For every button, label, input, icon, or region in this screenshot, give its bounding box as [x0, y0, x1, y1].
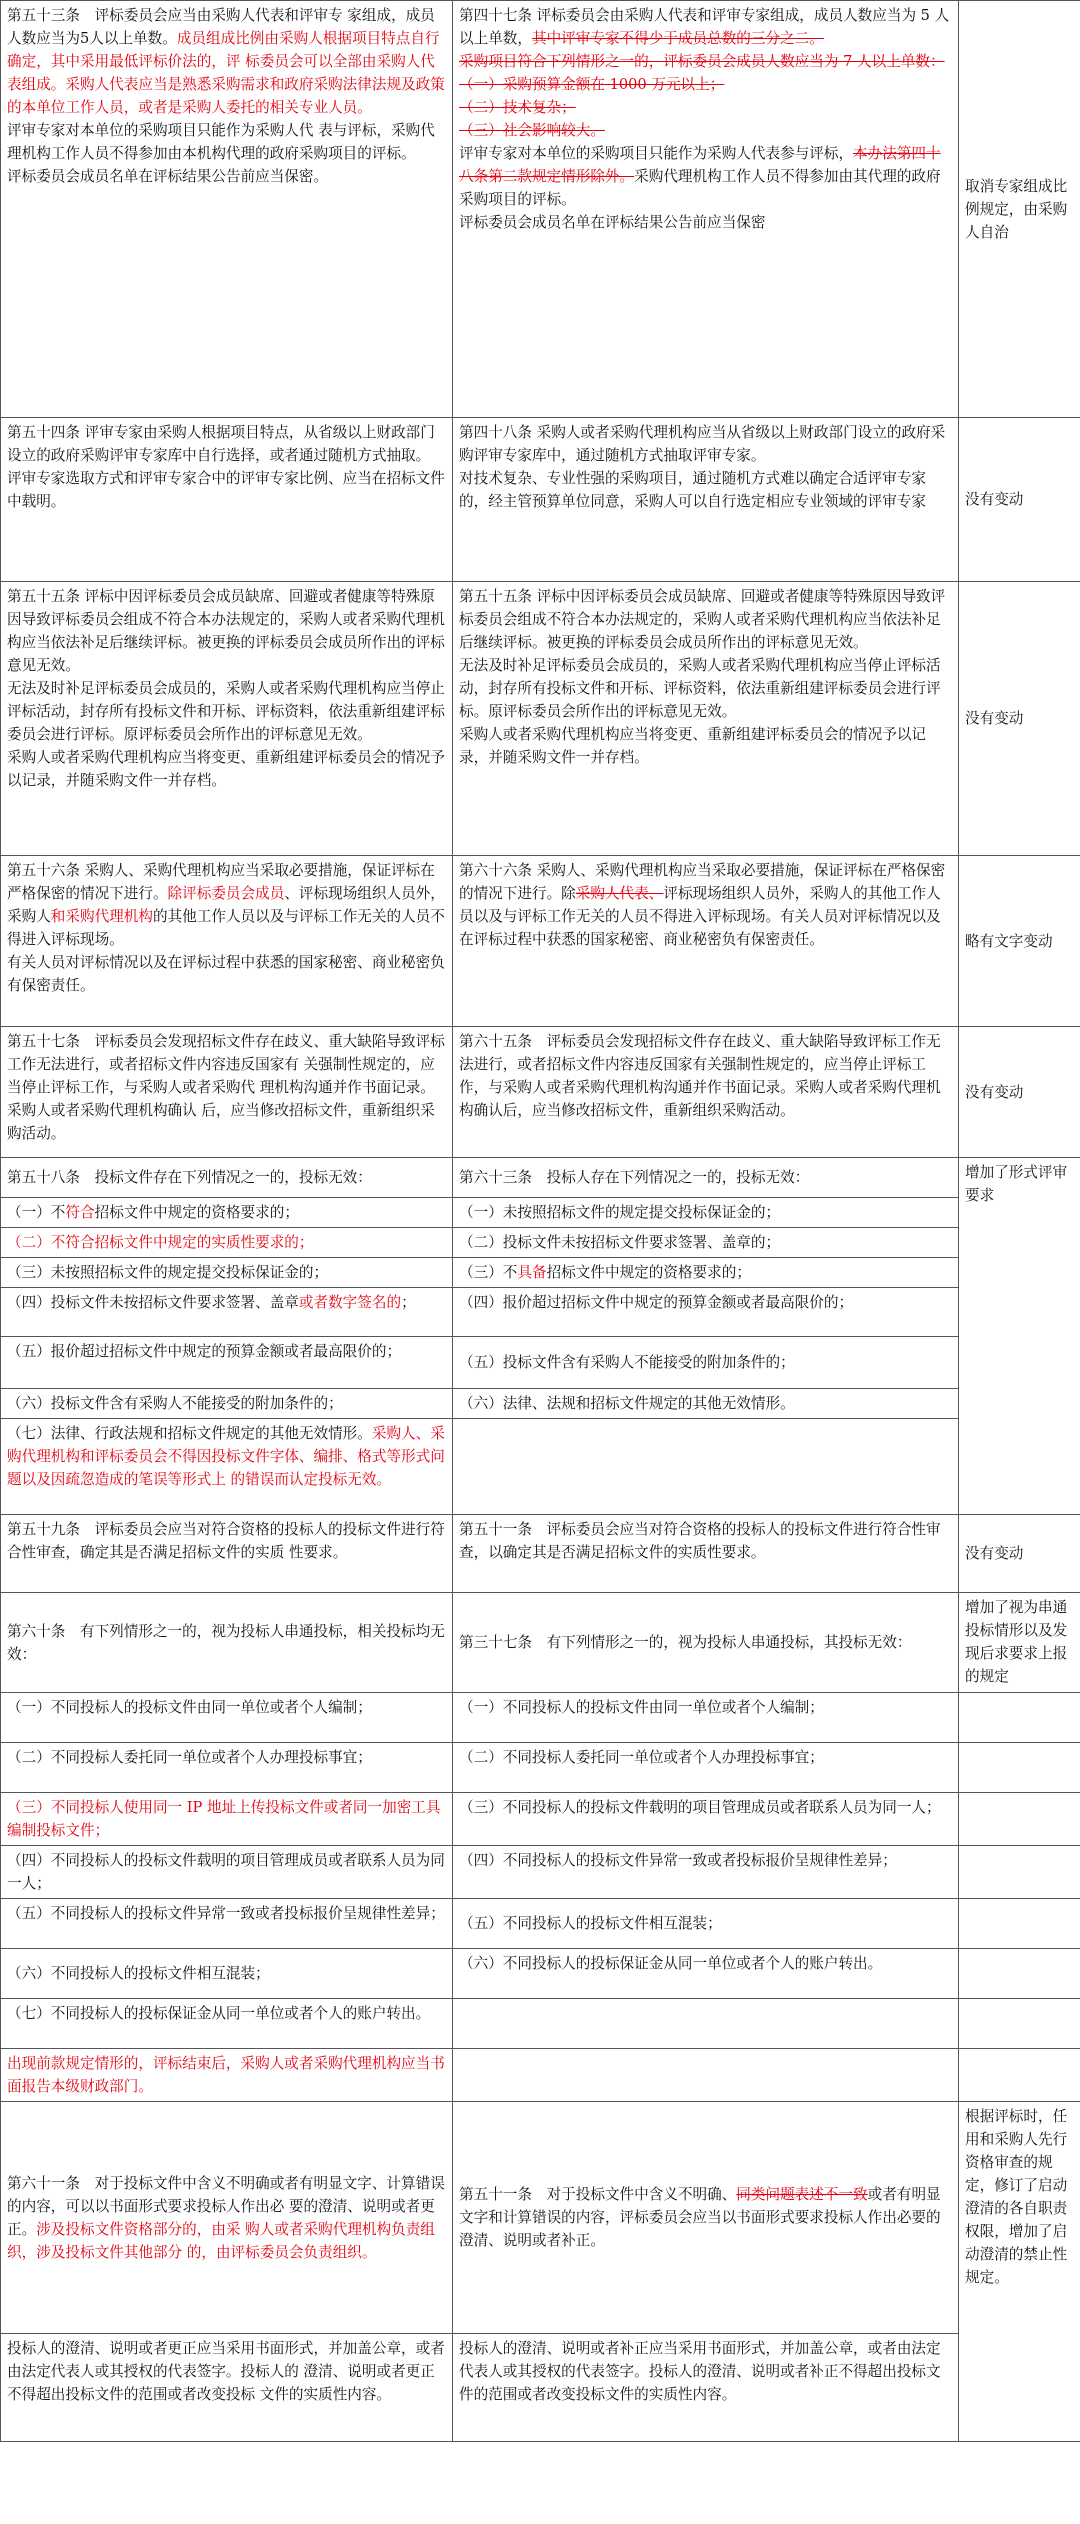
new-article-cell: [453, 856, 959, 1027]
table-row: [1, 1846, 1080, 1899]
old-article-cell: 第五十八条 投标文件存在下列情况之一的，投标无效：: [1, 1158, 453, 1198]
text-segment: （五）不同投标人的投标文件相互混装；: [459, 1915, 722, 1932]
text-segment: （一）未按照招标文件的规定提交投标保证金的；: [459, 1204, 781, 1221]
paragraph: [459, 211, 952, 234]
table-row: [1, 1389, 1080, 1419]
note-blank: [959, 1899, 1080, 1949]
deleted-text: （三）社会影响较大。: [459, 122, 605, 139]
table-row: [1, 1515, 1080, 1593]
paragraph: [459, 4, 952, 50]
old-clause-cell: [1, 1228, 453, 1258]
text-segment: （一）不同投标人的投标文件由同一单位或者个人编制；: [459, 1699, 824, 1716]
new-clause-cell: [453, 1693, 959, 1743]
paragraph: [7, 421, 446, 467]
text-segment: 第五十六条 采购人、采购代理机构应当采取必要措施，保证评标在严格保密的情况下进行。: [7, 862, 435, 902]
paragraph: [459, 859, 952, 951]
paragraph: [459, 723, 952, 769]
table-row: [1, 1593, 1080, 1693]
added-text: 符合: [65, 1204, 95, 1221]
text-segment: （二）不同投标人委托同一单位或者个人办理投标事宜；: [7, 1749, 372, 1766]
old-clause-cell: [1, 1288, 453, 1337]
text-segment: 第六十六条 采购人、采购代理机构应当采取必要措施，保证评标在严格保密的情况下进行。除: [459, 862, 946, 902]
table-row: [1, 1198, 1080, 1228]
text-segment: 第五十四条 评审专家由采购人根据项目特点，从省级以上财政部门设立的政府采购评审专家库中自行选择，或者通过随机方式抽取。: [7, 424, 435, 464]
text-segment: （三）不同投标人的投标文件载明的项目管理成员或者联系人员为同一人；: [459, 1799, 941, 1816]
paragraph: [7, 467, 446, 513]
paragraph: [459, 119, 952, 142]
text-segment: （二）投标文件未按招标文件要求签署、盖章的；: [459, 1234, 781, 1251]
paragraph: [7, 951, 446, 997]
paragraph: [7, 859, 446, 951]
text-segment: 、评标现场组织人员外，采购人: [7, 885, 445, 925]
text-segment: 采购人或者采购代理机构应当将变更、重新组建评标委员会的情况予以记录，并随采购文件一并存档。: [7, 749, 445, 789]
paragraph: [7, 585, 446, 677]
deleted-text: 本办法第四十八条第二款规定情形除外。: [459, 145, 941, 185]
new-clause-cell: [453, 1793, 959, 1846]
text-segment: （五）投标文件含有采购人不能接受的附加条件的；: [459, 1354, 795, 1371]
old-clause-cell: [1, 1793, 453, 1846]
added-text: 和采购代理机构: [50, 908, 153, 925]
new-clause-cell: [453, 1389, 959, 1419]
paragraph: [7, 4, 446, 119]
added-text: 涉及投标文件资格部分的，由采 购人或者采购代理机构负责组织，涉及投标文件其他部分 的，由评标委员会负责组织。: [7, 2220, 435, 2261]
new-clause-cell: [453, 2049, 959, 2102]
old-article-cell: [1, 2102, 453, 2334]
table-row: [1, 1693, 1080, 1743]
table-row: [1, 1743, 1080, 1793]
text-segment: 无法及时补足评标委员会成员的，采购人或者采购代理机构应当停止评标活动，封存所有投标文件和开标、评标资料，依法重新组建评标委员会进行评标。原评标委员会所作出的评标意见无效。: [7, 680, 445, 743]
text-segment: （七）法律、行政法规和招标文件规定的其他无效情形。: [7, 1425, 372, 1442]
old-clause-cell: [1, 1419, 453, 1515]
change-note: 没有变动: [959, 418, 1080, 582]
added-text: （三）不同投标人使用同一 IP 地址上传投标文件或者同一加密工具编制投标文件；: [7, 1799, 441, 1839]
text-segment: 评标现场组织人员外，采购人的其他工作人员以及与评标工作无关的人员不得进入评标现场。有关人员对评标情况以及在评标过程中获悉的国家秘密、商业秘密负有保密责任。: [459, 885, 941, 948]
text-segment: 或者有明显文字和计算错误的内容，评标委员会应当以书面形式要求投标人作出必要的澄清、说明或者补正。: [459, 2186, 941, 2249]
text-segment: 无法及时补足评标委员会成员的，采购人或者采购代理机构应当停止评标活动，封存所有投标文件和开标、评标资料，依法重新组建评标委员会进行评标。原评标委员会所作出的评标意见无效。: [459, 657, 941, 720]
added-text: 具备: [517, 1264, 547, 1281]
paragraph: [459, 142, 952, 211]
paragraph: [459, 654, 952, 723]
old-clause-cell: [1, 1198, 453, 1228]
added-text: 出现前款规定情形的，评标结束后，采购人或者采购代理机构应当书面报告本级财政部门。: [7, 2055, 445, 2095]
old-article-cell: [1, 418, 453, 582]
new-clause-cell: [453, 1899, 959, 1949]
text-segment: 的其他工作人员以及与评标工作无关的人员不得进入评标现场。: [7, 908, 445, 948]
old-article-cell: 第五十九条 评标委员会应当对符合资格的投标人的投标文件进行符合性审查，确定其是否满足招标文件的实质 性要求。: [1, 1515, 453, 1593]
text-segment: 有关人员对评标情况以及在评标过程中获悉的国家秘密、商业秘密负有保密责任。: [7, 954, 445, 994]
text-segment: （一）不同投标人的投标文件由同一单位或者个人编制；: [7, 1699, 372, 1716]
paragraph: [7, 677, 446, 746]
text-segment: （四）投标文件未按招标文件要求签署、盖章: [7, 1294, 299, 1311]
new-clause-cell: [453, 1198, 959, 1228]
deleted-text: 采购项目符合下列情形之一的，评标委员会成员人数应当为 7 人以上单数：: [459, 53, 945, 70]
added-text: 除评标委员会成员: [167, 885, 285, 902]
note-blank: [959, 1846, 1080, 1899]
change-note: 没有变动: [959, 1515, 1080, 1593]
text-segment: 第五十七条 评标委员会发现招标文件存在歧义、重大缺陷导致评标工作无法进行，或者招标文件内容违反国家有 关强制性规定的，应当停止评标工作，与采购人或者采购代 理机构沟通并作书面记录。采购人或者采购代理机构确认 后，应当修改招标文件，重新组织采购活动。: [7, 1033, 445, 1142]
text-segment: （四）不同投标人的投标文件载明的项目管理成员或者联系人员为同一人；: [7, 1852, 445, 1892]
text-segment: 评审专家选取方式和评审专家合中的评审专家比例、应当在招标文件中载明。: [7, 470, 445, 510]
table-row: [1, 418, 1080, 582]
text-segment: 评审专家对本单位的采购项目只能作为采购人代表参与评标，: [459, 145, 854, 162]
old-article-cell: 第六十条 有下列情形之一的，视为投标人串通投标，相关投标均无效：: [1, 1593, 453, 1693]
table-row: [1, 1027, 1080, 1158]
old-article-cell: [1, 1027, 453, 1158]
old-article-cell: [1, 582, 453, 856]
paragraph: [459, 73, 952, 96]
paragraph: [459, 50, 952, 73]
table-row: [1, 1949, 1080, 1999]
paragraph: [7, 746, 446, 792]
old-article-cell: 投标人的澄清、说明或者更正应当采用书面形式，并加盖公章，或者由法定代表人或其授权的代表签字。投标人的 澄清、说明或者更正不得超出投标文件的范围或者改变投标 文件的实质性内容。: [1, 2334, 453, 2442]
old-clause-cell: [1, 1846, 453, 1899]
note-blank: [959, 1693, 1080, 1743]
text-segment: 第四十八条 采购人或者采购代理机构应当从省级以上财政部门设立的政府采购评审专家库中，通过随机方式抽取评审专家。: [459, 424, 946, 464]
old-clause-cell: [1, 1899, 453, 1949]
new-clause-cell: [453, 1258, 959, 1288]
change-note: 没有变动: [959, 582, 1080, 856]
added-text: 成员组成比例由采购人根据项目特点自行确定，其中采用最低评标价法的，评 标委员会可以全部由采购人代表组成。采购人代表应当是熟悉采购需求和政府采购法律法规及政策的本单位工作人员，或者是采购人委托的相关专业人员。: [7, 30, 445, 116]
paragraph: [7, 119, 446, 165]
table-row: [1, 1228, 1080, 1258]
text-segment: 对技术复杂、专业性强的采购项目，通过随机方式难以确定合适评审专家的，经主管预算单位同意，采购人可以自行选定相应专业领域的评审专家: [459, 470, 927, 510]
paragraph: [459, 467, 952, 513]
text-segment: （七）不同投标人的投标保证金从同一单位或者个人的账户转出。: [7, 2005, 431, 2022]
paragraph: [7, 2172, 446, 2264]
old-clause-cell: [1, 1693, 453, 1743]
text-segment: 第五十三条 评标委员会应当由采购人代表和评审专 家组成，成员人数应当为5人以上单数。: [7, 7, 435, 47]
text-segment: （六）不同投标人的投标文件相互混装；: [7, 1965, 270, 1982]
change-note: 没有变动: [959, 1027, 1080, 1158]
change-note: 增加了形式评审要求: [959, 1158, 1080, 1515]
new-article-cell: 第三十七条 有下列情形之一的，视为投标人串通投标，其投标无效：: [453, 1593, 959, 1693]
text-segment: （四）报价超过招标文件中规定的预算金额或者最高限价的；: [459, 1294, 854, 1311]
paragraph: [459, 1030, 952, 1122]
old-clause-cell: [1, 1949, 453, 1999]
text-segment: （二）不同投标人委托同一单位或者个人办理投标事宜；: [459, 1749, 824, 1766]
new-clause-cell: [453, 1288, 959, 1337]
deleted-text: 其中评审专家不得少于成员总数的三分之二。: [531, 30, 824, 47]
new-article-cell: [453, 1027, 959, 1158]
table-row: [1, 2334, 1080, 2442]
text-segment: （三）不: [459, 1264, 518, 1281]
table-row: [1, 2102, 1080, 2334]
new-article-cell: [453, 418, 959, 582]
added-text: 或者数字签名的: [298, 1294, 402, 1311]
text-segment: ；: [401, 1294, 416, 1311]
table-row: [1, 1258, 1080, 1288]
new-clause-cell: [453, 1949, 959, 1999]
text-segment: （六）投标文件含有采购人不能接受的附加条件的；: [7, 1395, 343, 1412]
text-segment: 第五十五条 评标中因评标委员会成员缺席、回避或者健康等特殊原因导致评标委员会组成不符合本办法规定的，采购人或者采购代理机构应当依法补足后继续评标。被更换的评标委员会成员所作出的评标意见无效。: [7, 588, 445, 674]
table-row: [1, 1288, 1080, 1337]
text-segment: 招标文件中规定的资格要求的；: [94, 1204, 299, 1221]
deleted-text: （二）技术复杂；: [459, 99, 576, 116]
new-article-cell: [453, 2102, 959, 2334]
note-blank: [959, 1793, 1080, 1846]
text-segment: （五）报价超过招标文件中规定的预算金额或者最高限价的；: [7, 1343, 402, 1360]
change-note: 根据评标时，任用和采购人先行资格审查的规定，修订了启动澄清的各自职责权限，增加了启动澄清的禁止性规定。: [959, 2102, 1080, 2442]
new-clause-cell: [453, 1999, 959, 2049]
new-article-cell: 第五十一条 评标委员会应当对符合资格的投标人的投标文件进行符合性审查，以确定其是否满足招标文件的实质性要求。: [453, 1515, 959, 1593]
new-article-cell: 投标人的澄清、说明或者补正应当采用书面形式，并加盖公章，或者由法定代表人或其授权的代表签字。投标人的澄清、说明或者补正不得超出投标文件的范围或者改变投标文件的实质性内容。: [453, 2334, 959, 2442]
added-text: 采购人、采购代理机构和评标委员会不得因投标文件字体、编排、格式等形式问题以及因疏忽造成的笔误等形式上 的错误而认定投标无效。: [7, 1425, 445, 1488]
deleted-text: 同类问题表述不一致: [736, 2186, 868, 2203]
old-article-cell: [1, 1, 453, 418]
table-row: [1, 1419, 1080, 1515]
old-clause-cell: [1, 2049, 453, 2102]
change-note: 略有文字变动: [959, 856, 1080, 1027]
old-article-cell: [1, 856, 453, 1027]
old-clause-cell: [1, 1337, 453, 1389]
new-clause-cell: [453, 1846, 959, 1899]
paragraph: [459, 96, 952, 119]
old-clause-cell: [1, 1999, 453, 2049]
table-row: [1, 1337, 1080, 1389]
new-clause-cell: [453, 1337, 959, 1389]
new-clause-cell: [453, 1743, 959, 1793]
text-segment: （六）法律、法规和招标文件规定的其他无效情形。: [459, 1395, 795, 1412]
text-segment: （五）不同投标人的投标文件异常一致或者投标报价呈规律性差异；: [7, 1905, 445, 1922]
text-segment: （一）不: [7, 1204, 66, 1221]
new-clause-cell: [453, 1228, 959, 1258]
text-segment: 第六十五条 评标委员会发现招标文件存在歧义、重大缺陷导致评标工作无法进行，或者招标文件内容违反国家有关强制性规定的，应当停止评标工作，与采购人或者采购代理机构沟通并作书面记录。采购人或者采购代理机构确认后，应当修改招标文件，重新组织采购活动。: [459, 1033, 941, 1119]
table-row: [1, 582, 1080, 856]
note-blank: [959, 1743, 1080, 1793]
note-blank: [959, 2049, 1080, 2102]
text-segment: 招标文件中规定的资格要求的；: [546, 1264, 751, 1281]
text-segment: 第五十五条 评标中因评标委员会成员缺席、回避或者健康等特殊原因导致评标委员会组成不符合本办法规定的，采购人或者采购代理机构应当依法补足后继续评标。被更换的评标委员会成员所作出的评标意见无效。: [459, 588, 946, 651]
old-clause-cell: [1, 1743, 453, 1793]
table-row: [1, 1999, 1080, 2049]
old-clause-cell: [1, 1389, 453, 1419]
table-row: [1, 2049, 1080, 2102]
table-row: [1, 1899, 1080, 1949]
table-row: [1, 856, 1080, 1027]
note-blank: [959, 1949, 1080, 1999]
old-clause-cell: [1, 1258, 453, 1288]
text-segment: 第六十一条 对于投标文件中含义不明确或者有明显文字、计算错误的内容，可以以书面形式要求投标人作出必 要的澄清、说明或者更正。: [7, 2174, 445, 2238]
note-blank: [959, 1999, 1080, 2049]
text-segment: 评标委员会成员名单在评标结果公告前应当保密: [459, 214, 766, 231]
change-note: 增加了视为串通投标情形以及发现后求要求上报的规定: [959, 1593, 1080, 1693]
paragraph: [459, 2183, 952, 2252]
new-clause-cell: [453, 1419, 959, 1515]
text-segment: 第五十一条 对于投标文件中含义不明确、: [459, 2186, 737, 2203]
paragraph: [459, 585, 952, 654]
new-article-cell: [453, 1, 959, 418]
text-segment: 采购代理机构工作人员不得参加由其代理的政府采购项目的评标。: [459, 168, 941, 208]
paragraph: [459, 421, 952, 467]
change-note: 取消专家组成比例规定，由采购人自治: [959, 1, 1080, 418]
text-segment: （三）未按照招标文件的规定提交投标保证金的；: [7, 1264, 329, 1281]
text-segment: （六）不同投标人的投标保证金从同一单位或者个人的账户转出。: [459, 1955, 883, 1972]
added-text: （二）不符合招标文件中规定的实质性要求的；: [7, 1234, 314, 1251]
text-segment: （四）不同投标人的投标文件异常一致或者投标报价呈规律性差异；: [459, 1852, 897, 1869]
table-row: [1, 1158, 1080, 1198]
paragraph: [7, 1030, 446, 1145]
deleted-text: 采购人代表、: [575, 885, 664, 902]
deleted-text: （一）采购预算金额在 1000 万元以上；: [459, 76, 725, 93]
new-article-cell: 第六十三条 投标人存在下列情况之一的，投标无效：: [453, 1158, 959, 1198]
table-row: [1, 1, 1080, 418]
text-segment: 评标委员会成员名单在评标结果公告前应当保密。: [7, 168, 329, 185]
new-article-cell: [453, 582, 959, 856]
table-row: [1, 1793, 1080, 1846]
text-segment: 评审专家对本单位的采购项目只能作为采购人代 表与评标，采购代理机构工作人员不得参加由本机构代理的政府采购项目的评标。: [7, 122, 435, 162]
text-segment: 采购人或者采购代理机构应当将变更、重新组建评标委员会的情况予以记录，并随采购文件一并存档。: [459, 726, 927, 766]
text-segment: 第四十七条 评标委员会由采购人代表和评审专家组成，成员人数应当为 5 人以上单数，: [459, 7, 950, 47]
paragraph: [7, 165, 446, 188]
